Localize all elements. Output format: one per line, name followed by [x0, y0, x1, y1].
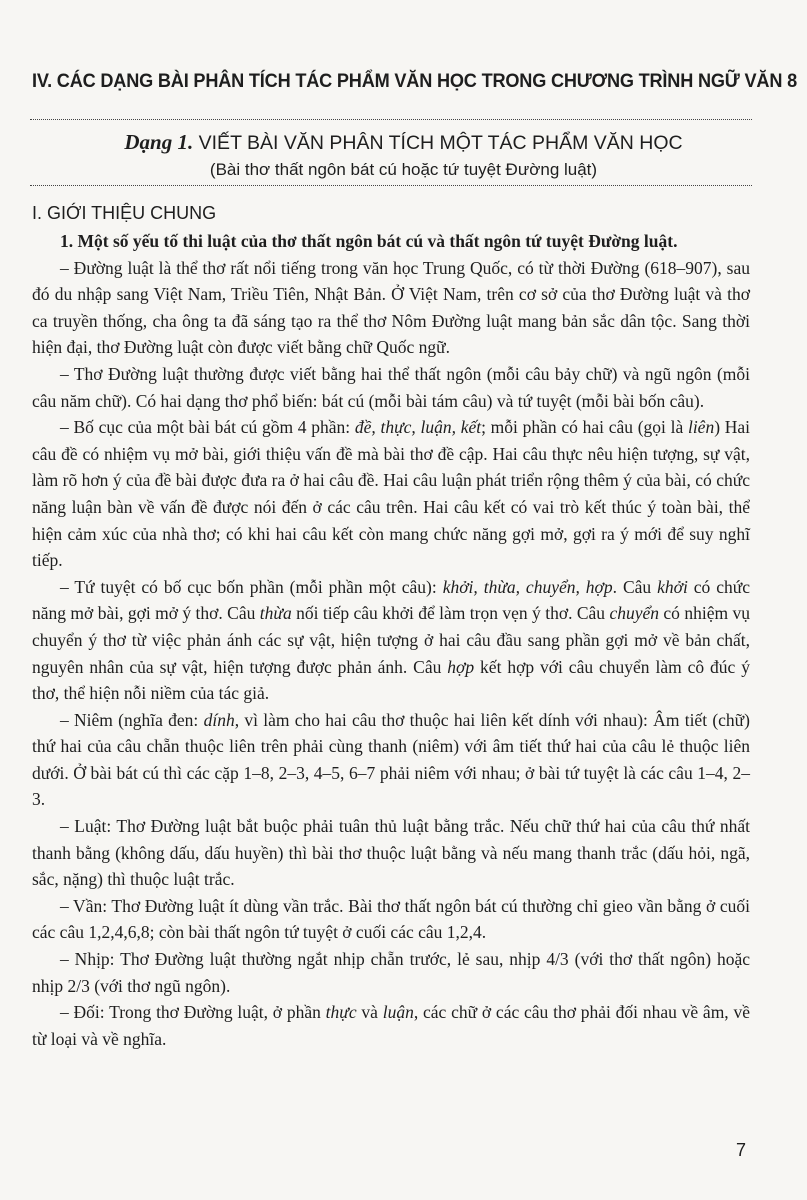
text-run: – Tứ tuyệt có bố cục bốn phần (mỗi phần một câu):: [60, 576, 443, 597]
paragraph: [32, 813, 750, 893]
text-run: – Đối: Trong thơ Đường luật, ở phần: [60, 1002, 326, 1023]
paragraph: [32, 574, 750, 707]
text-run: – Bố cục của một bài bát cú gồm 4 phần:: [60, 417, 355, 438]
dang-label: Dạng 1.: [124, 130, 194, 154]
subheading: 1. Một số yếu tố thi luật của thơ thất ngôn bát cú và thất ngôn tứ tuyệt Đường luật.: [60, 231, 678, 251]
text-run: – Thơ Đường luật thường được viết bằng hai thể thất ngôn (mỗi câu bảy chữ) và ngũ ngôn (mỗi câu năm chữ). Có hai dạng thơ phổ biến: bát cú (mỗi bài tám câu) và tứ tuyệt (mỗi bài bốn câu).: [32, 363, 750, 411]
paragraph: [32, 999, 750, 1052]
text-run: , vì làm cho hai câu thơ thuộc hai liên kết dính với nhau): Âm tiết (chữ) thứ hai của câu chẵn thuộc liên trên phải cùng thanh (niêm) với âm tiết thứ hai của câu lẻ thuộc liên dưới. Ở bài bát cú thì các cặp 1–8, 2–3, 4–5, 6–7 phải niêm với nhau; ở bài tứ tuyệt là các câu 1–4, 2–3.: [32, 709, 750, 810]
italic-term: khởi: [657, 576, 688, 597]
paragraph: [32, 707, 750, 813]
text-run: – Niêm (nghĩa đen:: [60, 709, 204, 730]
section-title: IV. CÁC DẠNG BÀI PHÂN TÍCH TÁC PHẨM VĂN HỌC TRONG CHƯƠNG TRÌNH NGỮ VĂN 8: [32, 70, 797, 92]
italic-term: đề, thực, luận, kết: [354, 417, 482, 438]
text-run: ; mỗi phần có hai câu (gọi là: [481, 417, 688, 438]
italic-term: thừa: [259, 603, 292, 624]
text-run: – Luật: Thơ Đường luật bắt buộc phải tuân thủ luật bằng trắc. Nếu chữ thứ hai của câu thứ nhất thanh bằng (không dấu, dấu huyền) thì bài thơ thuộc luật bằng và nếu mang thanh trắc (dấu hỏi, ngã, sắc, nặng) thì thuộc luật trắc.: [32, 816, 750, 890]
text-run: – Nhịp: Thơ Đường luật thường ngắt nhịp chẵn trước, lẻ sau, nhịp 4/3 (với thơ thất ngôn) hoặc nhịp 2/3 (với thơ ngũ ngôn).: [32, 949, 750, 996]
text-run: ) Hai câu đề có nhiệm vụ mở bài, giới thiệu vấn đề mà bài thơ đề cập. Hai câu thực nêu hiện tượng, sự vật, làm rõ hơn ý của đề bài được đưa ra ở hai câu đề. Hai câu luận phát triển rộng thêm ý của bài, có chức năng luận bàn về vấn đề được nói đến ở các câu trên. Hai câu kết có vai trò kết thúc ý toàn bài, thể hiện cảm xúc của nhà thơ; có khi hai câu kết còn mang chức năng gợi mở, gợi ra ý mới để suy nghĩ tiếp.: [32, 417, 751, 571]
dang-title: VIẾT BÀI VĂN PHÂN TÍCH MỘT TÁC PHẨM VĂN HỌC: [193, 132, 683, 154]
italic-term: luận: [382, 1002, 414, 1023]
paragraph: [32, 946, 750, 999]
paragraph: [32, 361, 750, 414]
divider-bottom: [30, 185, 752, 186]
text-run: kết hợp với câu chuyển làm cô đúc ý thơ, thể hiện nỗi niềm của tác giả.: [32, 656, 750, 704]
divider-top: [30, 119, 752, 120]
text-run: . Câu: [612, 576, 658, 597]
italic-term: khởi, thừa, chuyển, hợp: [442, 576, 613, 597]
italic-term: dính: [203, 709, 235, 730]
body-text: [32, 228, 750, 1052]
text-run: , các chữ ở các câu thơ phải đối nhau về âm, về từ loại và về nghĩa.: [32, 1002, 750, 1049]
italic-term: liên: [687, 417, 715, 438]
part-heading: I. GIỚI THIỆU CHUNG: [32, 203, 217, 223]
page-number: 7: [736, 1140, 747, 1160]
text-run: có chức năng mở bài, gợi mở ý thơ. Câu: [32, 576, 750, 624]
text-run: – Đường luật là thể thơ rất nổi tiếng trong văn học Trung Quốc, có từ thời Đường (618–907), sau đó du nhập sang Việt Nam, Triều Tiên, Nhật Bản. Ở Việt Nam, trên cơ sở của thơ Đường luật và thơ ca truyền thống, cha ông ta đã sáng tạo ra thể thơ Nôm Đường luật mang bản sắc dân tộc. Sang thời hiện đại, thơ Đường luật còn được viết bằng chữ Quốc ngữ.: [32, 257, 750, 358]
paragraph: [32, 414, 750, 574]
dang-subtitle: (Bài thơ thất ngôn bát cú hoặc tứ tuyệt Đường luật): [209, 160, 598, 179]
paragraph: [32, 893, 750, 946]
italic-term: hợp: [447, 656, 475, 677]
text-run: có nhiệm vụ chuyển ý thơ từ việc phản ánh các sự vật, hiện tượng ở hai câu đầu sang phần gợi mở về bản chất, nguyên nhân của sự vật, hiện tượng được phản ánh. Câu: [32, 603, 750, 677]
text-run: nối tiếp câu khởi để làm trọn vẹn ý thơ. Câu: [291, 603, 610, 624]
italic-term: thực: [325, 1002, 357, 1023]
dang-heading: [0, 130, 807, 155]
italic-term: chuyển: [609, 603, 660, 624]
paragraph: [32, 255, 750, 361]
text-run: và: [356, 1002, 383, 1023]
text-run: – Vần: Thơ Đường luật ít dùng vần trắc. Bài thơ thất ngôn bát cú thường chỉ gieo vần bằng ở cuối các câu 1,2,4,6,8; còn bài thất ngôn tứ tuyệt ở cuối các câu 1,2,4.: [32, 895, 750, 943]
